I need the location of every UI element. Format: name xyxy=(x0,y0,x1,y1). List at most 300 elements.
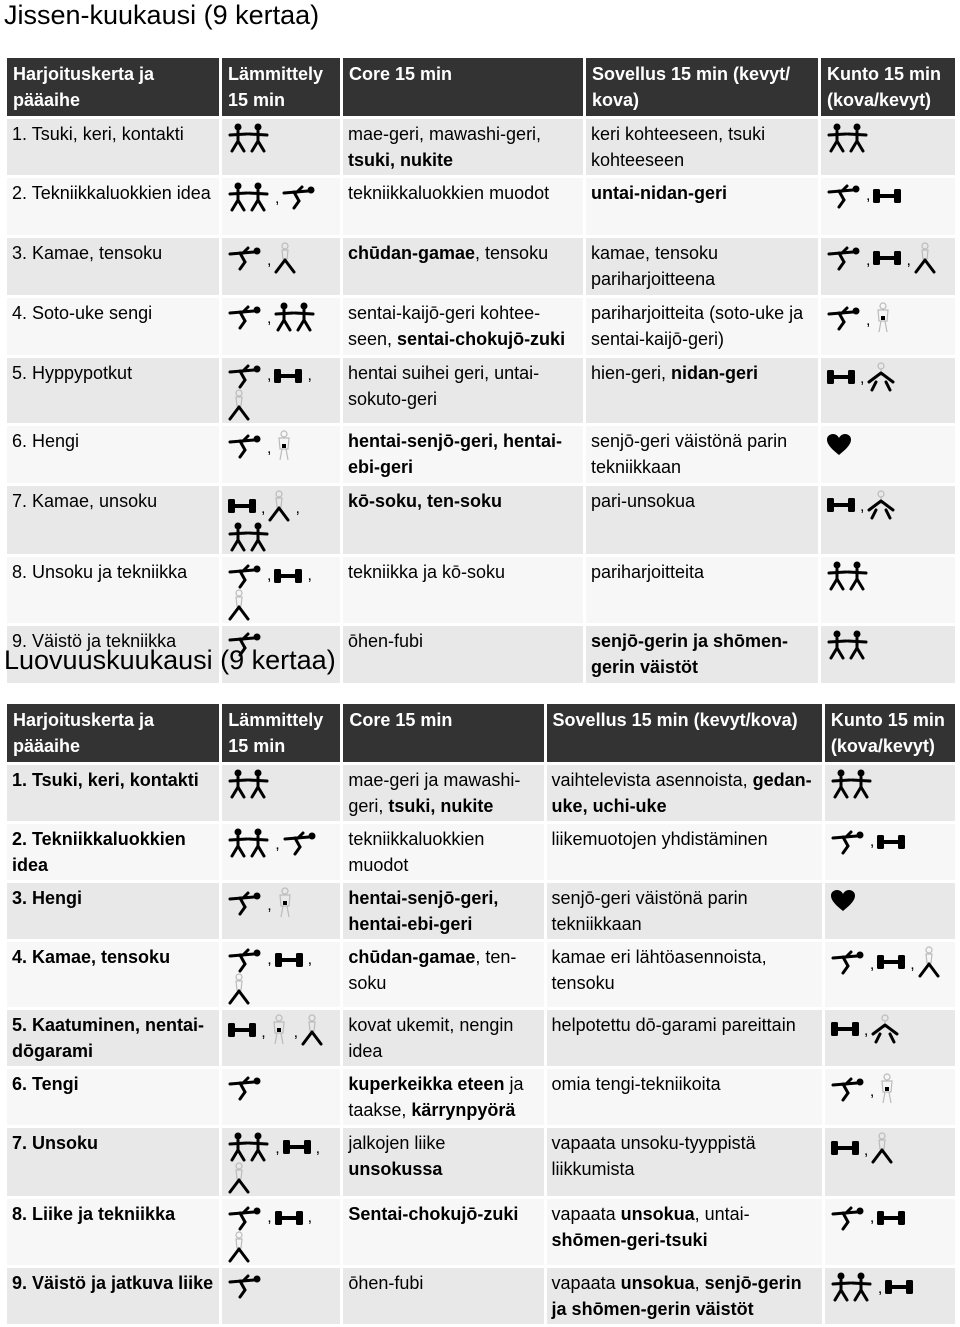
cell-text: kovat ukemit, nengin idea xyxy=(348,1015,514,1062)
table-row xyxy=(7,178,955,235)
icon-group xyxy=(826,242,939,274)
icon-separator: , xyxy=(275,190,280,207)
kick-figure-icon xyxy=(227,306,265,326)
icon-separator: , xyxy=(293,1024,299,1042)
icon-separator: , xyxy=(267,252,272,269)
warmup-cell xyxy=(222,1199,340,1264)
kick-figure-icon xyxy=(227,564,265,584)
topic-text: 1. Tsuki, keri, kontakti xyxy=(12,124,184,144)
header-warmup: Lämmittely 15 min xyxy=(222,58,340,116)
table-row xyxy=(7,486,955,554)
dumbbell-icon xyxy=(282,1136,314,1156)
heart-icon xyxy=(830,890,858,910)
topic-text: 9. Väistö ja tekniikka xyxy=(12,630,177,651)
topic-cell xyxy=(7,942,219,1007)
header-fitness: Kunto 15 min (kova/kevyt) xyxy=(821,58,955,116)
topic-cell xyxy=(7,557,219,622)
cell-text: liikemuotojen yhdistäminen xyxy=(551,829,768,849)
pair-figures-icon xyxy=(273,306,319,326)
pair-figures-icon xyxy=(830,773,876,793)
fitness-cell xyxy=(825,1010,955,1066)
arms-up-figure-icon xyxy=(227,394,253,414)
cell-text: unsokussa xyxy=(348,1159,443,1180)
table-row xyxy=(7,1069,955,1125)
topic-text: 2. Tekniikkaluokkien idea xyxy=(12,183,211,203)
fitness-cell xyxy=(821,486,955,554)
icon-group xyxy=(830,1272,916,1302)
warmup-cell xyxy=(222,178,340,235)
dumbbell-icon xyxy=(872,185,904,205)
standing-figure-icon xyxy=(872,307,896,327)
core-cell xyxy=(343,883,543,939)
core-cell xyxy=(343,358,583,423)
cell-text: , xyxy=(694,1272,705,1293)
fitness-cell xyxy=(821,238,955,295)
dumbbell-icon xyxy=(876,1206,908,1226)
kick-figure-icon xyxy=(227,435,265,455)
topic-cell xyxy=(7,1199,219,1264)
core-cell xyxy=(343,298,583,355)
table-row xyxy=(7,119,955,175)
cell-text: tekniikkaluokkien muodot xyxy=(348,829,485,875)
application-cell xyxy=(586,626,818,683)
kick-figure-icon xyxy=(227,949,265,969)
dumbbell-icon xyxy=(830,1018,862,1038)
core-cell xyxy=(343,119,583,175)
icon-group xyxy=(227,1272,265,1299)
icon-group xyxy=(227,1203,335,1262)
dumbbell-icon xyxy=(876,951,908,971)
icon-group xyxy=(227,302,319,332)
icon-group xyxy=(826,302,896,334)
cell-text: chūdan-gamae xyxy=(348,947,476,967)
icon-separator: , xyxy=(877,1279,883,1297)
application-cell xyxy=(547,942,822,1007)
cell-text: senjō-gerin ja shōmen-gerin väistöt xyxy=(591,630,789,677)
cell-text: shōmen-geri-tsuki xyxy=(551,1230,708,1251)
icon-separator: , xyxy=(906,252,911,269)
application-cell xyxy=(586,358,818,423)
icon-separator: , xyxy=(863,1142,869,1160)
warmup-cell xyxy=(222,883,340,939)
icon-group xyxy=(826,182,904,209)
application-cell xyxy=(547,1128,822,1196)
core-cell xyxy=(343,1128,543,1196)
cell-text: tekniikkaluokkien muodot xyxy=(348,183,550,203)
cell-text: pari-unsokua xyxy=(591,491,696,512)
cell-text: nidan-geri xyxy=(671,363,759,383)
warmup-cell xyxy=(222,1069,340,1125)
topic-cell xyxy=(7,1069,219,1125)
core-cell xyxy=(343,178,583,235)
table-row xyxy=(7,557,955,622)
fitness-cell xyxy=(825,883,955,939)
header-core: Core 15 min xyxy=(343,58,583,116)
arms-up-figure-icon xyxy=(300,1019,326,1039)
icon-group xyxy=(227,362,335,421)
topic-text: 4. Kamae, tensoku xyxy=(12,947,171,967)
icon-group xyxy=(830,1014,902,1044)
fitness-cell xyxy=(825,1069,955,1125)
dumbbell-icon xyxy=(830,1137,862,1157)
icon-separator: , xyxy=(267,440,272,458)
kick-figure-icon xyxy=(830,951,868,971)
warmup-cell xyxy=(222,765,340,821)
arms-up-figure-icon xyxy=(917,951,943,971)
header-application: Sovellus 15 min (kevyt/ kova) xyxy=(586,58,818,116)
pair-figures-icon xyxy=(227,127,273,147)
application-cell xyxy=(586,178,818,235)
icon-group xyxy=(830,1073,900,1105)
header-application: Sovellus 15 min (kevyt/kova) xyxy=(547,704,822,762)
application-cell xyxy=(586,486,818,554)
pair-figures-icon xyxy=(227,773,273,793)
cell-text: tekniikka ja kō-soku xyxy=(348,562,506,583)
kick-figure-icon xyxy=(826,307,864,327)
icon-separator: , xyxy=(307,951,313,969)
table-row xyxy=(7,883,955,939)
application-cell xyxy=(547,765,822,821)
application-cell xyxy=(547,883,822,939)
core-cell xyxy=(343,942,543,1007)
table-row xyxy=(7,426,955,483)
fitness-cell xyxy=(825,824,955,880)
warmup-cell xyxy=(222,1010,340,1066)
topic-cell xyxy=(7,1010,219,1066)
arms-up-figure-icon xyxy=(227,1235,253,1255)
standing-figure-icon xyxy=(876,1078,900,1098)
training-table-jissen xyxy=(4,55,958,686)
heart-icon xyxy=(826,433,854,453)
arms-up-figure-icon xyxy=(870,1137,896,1157)
standing-figure-icon xyxy=(268,1019,292,1039)
topic-text: 2. Tekniikkaluokkien idea xyxy=(12,829,186,875)
topic-text: 7. Kamae, unsoku xyxy=(12,491,158,512)
topic-cell xyxy=(7,178,219,235)
warmup-cell xyxy=(222,426,340,483)
fitness-cell xyxy=(825,765,955,821)
cell-text: kamae eri lähtöasennoista, tensoku xyxy=(551,947,767,993)
application-cell xyxy=(547,824,822,880)
table-row xyxy=(7,765,955,821)
icon-separator: , xyxy=(267,367,272,385)
application-cell xyxy=(586,557,818,622)
topic-text: 3. Hengi xyxy=(12,888,83,908)
header-warmup: Lämmittely 15 min xyxy=(222,704,340,762)
bending-figure-icon xyxy=(870,1018,902,1038)
cell-text: kō-soku, ten-soku xyxy=(348,491,503,512)
pair-figures-icon xyxy=(826,633,872,653)
icon-group xyxy=(227,123,273,153)
dumbbell-icon xyxy=(826,366,858,386)
core-cell xyxy=(343,486,583,554)
icon-separator: , xyxy=(869,1208,875,1226)
application-cell xyxy=(586,426,818,483)
icon-group xyxy=(826,561,872,591)
dumbbell-icon xyxy=(227,1019,259,1039)
training-table-luovuus xyxy=(4,701,958,1327)
standing-figure-icon xyxy=(274,892,298,912)
cell-text: mae-geri ja mawashi-geri, xyxy=(348,770,521,816)
cell-text: , tensoku xyxy=(475,243,549,263)
icon-group xyxy=(227,242,299,274)
dumbbell-icon xyxy=(872,247,904,267)
core-cell xyxy=(343,1199,543,1264)
icon-separator: , xyxy=(869,833,875,851)
warmup-cell xyxy=(222,824,340,880)
icon-group xyxy=(227,1073,265,1100)
icon-group xyxy=(227,1014,326,1046)
table-row xyxy=(7,358,955,423)
table-row xyxy=(7,238,955,295)
icon-separator: , xyxy=(910,956,915,973)
arms-up-figure-icon xyxy=(913,247,939,267)
cell-text: jalkojen liike xyxy=(348,1133,446,1154)
cell-text: senjō-geri väistönä parin tekniikkaan xyxy=(551,888,748,934)
topic-cell xyxy=(7,765,219,821)
warmup-cell xyxy=(222,942,340,1007)
cell-text: sentai-chokujō-zuki xyxy=(397,329,566,349)
arms-up-figure-icon xyxy=(227,593,253,613)
kick-figure-icon xyxy=(227,365,265,385)
topic-cell xyxy=(7,1268,219,1324)
bending-figure-icon xyxy=(866,494,898,514)
core-cell xyxy=(343,626,583,683)
icon-group xyxy=(830,1203,908,1230)
table-row xyxy=(7,298,955,355)
topic-text: 8. Liike ja tekniikka xyxy=(12,1204,176,1225)
table-row xyxy=(7,1199,955,1264)
topic-cell xyxy=(7,358,219,423)
pair-figures-icon xyxy=(830,1275,876,1295)
warmup-cell xyxy=(222,1268,340,1324)
pair-figures-icon xyxy=(227,186,273,206)
dumbbell-icon xyxy=(274,949,306,969)
topic-text: 6. Tengi xyxy=(12,1074,79,1095)
icon-separator: , xyxy=(267,310,272,327)
warmup-cell xyxy=(222,557,340,622)
cell-text: untai-nidan-geri xyxy=(591,183,727,203)
icon-separator: , xyxy=(866,312,871,329)
icon-group xyxy=(227,828,319,858)
cell-text: Sentai-chokujō-zuki xyxy=(348,1204,519,1225)
table-row xyxy=(7,942,955,1007)
warmup-cell xyxy=(222,486,340,554)
arms-up-figure-icon xyxy=(227,978,253,998)
table-row xyxy=(7,1268,955,1324)
topic-text: 1. Tsuki, keri, kontakti xyxy=(12,770,199,790)
cell-text: tsuki, nukite xyxy=(348,150,454,170)
kick-figure-icon xyxy=(227,892,265,912)
icon-separator: , xyxy=(267,566,272,584)
fitness-cell xyxy=(821,358,955,423)
section-title-luovuus: Luovuuskuukausi (9 kertaa) xyxy=(4,645,336,675)
icon-separator: , xyxy=(275,1140,280,1158)
cell-text: vapaata unsoku-tyyppistä liikkumista xyxy=(551,1133,756,1180)
cell-text: ōhen-fubi xyxy=(348,630,424,651)
pair-figures-icon xyxy=(826,127,872,147)
cell-text: kuperkeikka eteen xyxy=(348,1074,505,1095)
fitness-cell xyxy=(821,426,955,483)
cell-text: vapaata xyxy=(551,1272,621,1293)
dumbbell-icon xyxy=(273,365,305,385)
icon-group xyxy=(227,887,297,919)
topic-text: 8. Unsoku ja tekniikka xyxy=(12,562,188,583)
icon-group xyxy=(830,828,908,855)
cell-text: unsokua xyxy=(620,1204,695,1225)
warmup-cell xyxy=(222,358,340,423)
table-header-row xyxy=(7,704,955,762)
cell-text: ja taakse, xyxy=(348,1074,524,1121)
icon-separator: , xyxy=(267,1208,272,1226)
kick-figure-icon xyxy=(826,247,864,267)
cell-text: vaihtelevista asennoista, xyxy=(551,770,753,790)
cell-text: , untai- xyxy=(694,1204,750,1225)
icon-separator: , xyxy=(866,187,871,205)
dumbbell-icon xyxy=(884,1275,916,1295)
core-cell xyxy=(343,426,583,483)
icon-group xyxy=(826,430,854,456)
icon-separator: , xyxy=(261,1024,266,1042)
core-cell xyxy=(343,557,583,622)
icon-group xyxy=(227,769,273,799)
header-topic: Harjoituskerta ja pääaihe xyxy=(7,58,219,116)
arms-up-figure-icon xyxy=(273,247,299,267)
icon-group xyxy=(826,123,872,153)
cell-text: pariharjoitteita (soto-uke ja sentai-kaijō-geri) xyxy=(591,303,804,349)
kick-figure-icon xyxy=(826,185,864,205)
kick-figure-icon xyxy=(830,1206,868,1226)
kick-figure-icon xyxy=(227,1206,265,1226)
warmup-cell xyxy=(222,238,340,295)
cell-text: hien-geri, xyxy=(591,363,672,383)
topic-cell xyxy=(7,298,219,355)
dumbbell-icon xyxy=(227,495,259,515)
warmup-cell xyxy=(222,1128,340,1196)
cell-text: sentai-kaijō-geri kohtee-seen, xyxy=(348,303,541,349)
application-cell xyxy=(547,1010,822,1066)
icon-separator: , xyxy=(307,367,312,385)
kick-figure-icon xyxy=(281,186,319,206)
core-cell xyxy=(343,765,543,821)
icon-group xyxy=(826,490,898,520)
cell-text: kamae, tensoku pariharjoitteena xyxy=(591,243,719,289)
arms-up-figure-icon xyxy=(267,495,293,515)
topic-text: 7. Unsoku xyxy=(12,1133,99,1154)
table-header-row xyxy=(7,58,955,116)
application-cell xyxy=(586,119,818,175)
fitness-cell xyxy=(821,626,955,683)
icon-group xyxy=(830,946,943,978)
core-cell xyxy=(343,238,583,295)
cell-text: gedan-uke, uchi-uke xyxy=(551,770,812,816)
icon-separator: , xyxy=(869,1083,875,1101)
cell-text: unsokua xyxy=(620,1272,695,1293)
table-row xyxy=(7,1010,955,1066)
application-cell xyxy=(547,1069,822,1125)
cell-text: chūdan-gamae xyxy=(348,243,476,263)
cell-text: mae-geri, mawashi-geri, xyxy=(348,124,542,144)
fitness-cell xyxy=(821,119,955,175)
topic-cell xyxy=(7,883,219,939)
topic-cell xyxy=(7,119,219,175)
icon-separator: , xyxy=(275,836,280,853)
topic-text: 5. Kaatuminen, nentai-dōgarami xyxy=(12,1015,205,1062)
arms-up-figure-icon xyxy=(227,1167,253,1187)
icon-group xyxy=(830,887,858,913)
icon-group xyxy=(227,430,297,462)
cell-text: hentai suihei geri, untai-sokuto-geri xyxy=(348,363,540,409)
fitness-cell xyxy=(821,557,955,622)
kick-figure-icon xyxy=(227,1076,265,1096)
kick-figure-icon xyxy=(282,832,320,852)
topic-text: 5. Hyppypotkut xyxy=(12,363,133,383)
icon-separator: , xyxy=(307,1208,313,1226)
topic-text: 3. Kamae, tensoku xyxy=(12,243,163,263)
fitness-cell xyxy=(825,1268,955,1324)
fitness-cell xyxy=(825,942,955,1007)
icon-group xyxy=(826,362,898,392)
core-cell xyxy=(343,1069,543,1125)
cell-text: pariharjoitteita xyxy=(591,562,705,583)
dumbbell-icon xyxy=(826,494,858,514)
pair-figures-icon xyxy=(826,565,872,585)
dumbbell-icon xyxy=(876,831,908,851)
kick-figure-icon xyxy=(830,831,868,851)
icon-separator: , xyxy=(261,500,266,518)
header-fitness: Kunto 15 min (kova/kevyt) xyxy=(825,704,955,762)
fitness-cell xyxy=(825,1199,955,1264)
pair-figures-icon xyxy=(227,832,273,852)
icon-group xyxy=(227,1132,335,1194)
icon-separator: , xyxy=(267,897,272,914)
topic-cell xyxy=(7,486,219,554)
icon-group xyxy=(830,1132,896,1164)
cell-text: hentai-senjō-geri, hentai-ebi-geri xyxy=(348,431,563,478)
core-cell xyxy=(343,824,543,880)
icon-group xyxy=(227,490,335,552)
icon-separator: , xyxy=(866,252,871,269)
cell-text: hentai-senjō-geri, hentai-ebi-geri xyxy=(348,888,499,934)
icon-group xyxy=(227,561,335,620)
icon-separator: , xyxy=(869,956,875,973)
topic-text: 9. Väistö ja jatkuva liike xyxy=(12,1272,214,1293)
icon-separator: , xyxy=(860,498,865,516)
cell-text: , ten-soku xyxy=(348,947,517,993)
icon-separator: , xyxy=(267,951,272,969)
fitness-cell xyxy=(821,178,955,235)
icon-separator: , xyxy=(295,500,300,518)
cell-text: tsuki, nukite xyxy=(388,796,494,816)
core-cell xyxy=(343,1010,543,1066)
icon-separator: , xyxy=(860,370,865,387)
topic-text: 4. Soto-uke sengi xyxy=(12,303,153,323)
cell-text: senjō-gerin ja shōmen-gerin väistöt xyxy=(551,1272,802,1319)
icon-group xyxy=(830,769,876,799)
icon-group xyxy=(227,182,319,212)
table-row xyxy=(7,1128,955,1196)
topic-text: 6. Hengi xyxy=(12,431,80,452)
application-cell xyxy=(547,1268,822,1324)
application-cell xyxy=(586,238,818,295)
topic-cell xyxy=(7,426,219,483)
pair-figures-icon xyxy=(227,1136,273,1156)
icon-group xyxy=(826,630,872,660)
icon-separator: , xyxy=(307,566,312,584)
cell-text: vapaata xyxy=(551,1204,621,1225)
standing-figure-icon xyxy=(273,435,297,455)
bending-figure-icon xyxy=(866,366,898,386)
